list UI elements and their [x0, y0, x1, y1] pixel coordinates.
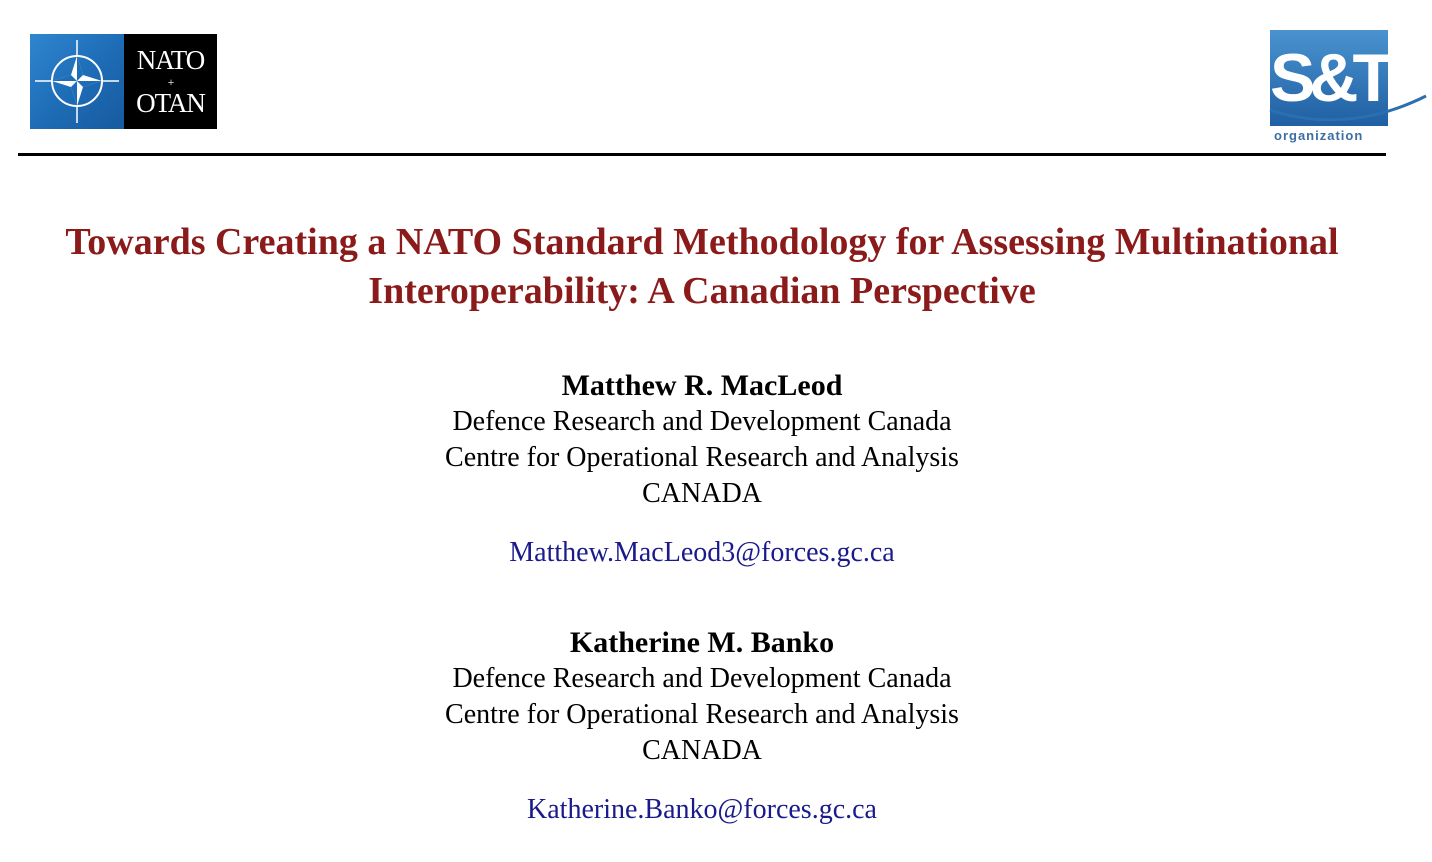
nato-compass-star-icon — [30, 34, 124, 129]
paper-title: Towards Creating a NATO Standard Methodology for Assessing Multinational Interoperability: A Canadian Perspective — [65, 221, 1339, 312]
header-divider — [18, 153, 1386, 156]
otan-label: OTAN — [136, 87, 205, 118]
author-block-1 — [0, 368, 1404, 571]
author-name: Katherine M. Banko — [569, 626, 835, 659]
nato-separator: + — [167, 74, 174, 89]
author-country: CANADA — [642, 478, 762, 509]
author-affiliation: Defence Research and Development Canada — [452, 663, 952, 694]
nato-otan-logo — [30, 34, 217, 129]
st-organization-logo — [1268, 30, 1430, 148]
header — [0, 0, 1432, 160]
st-logo-subtitle: organization — [1274, 128, 1364, 143]
swoosh-icon — [1268, 90, 1430, 130]
nato-otan-wordmark — [124, 34, 217, 129]
author-country: CANADA — [642, 735, 762, 766]
author-affiliation: Defence Research and Development Canada — [452, 406, 952, 437]
author-affiliation: Centre for Operational Research and Analysis — [445, 699, 959, 730]
author-email-link[interactable]: Matthew.MacLeod3@forces.gc.ca — [509, 537, 895, 568]
author-email-link[interactable]: Katherine.Banko@forces.gc.ca — [527, 794, 877, 825]
nato-label: NATO — [136, 44, 205, 75]
author-name: Matthew R. MacLeod — [561, 369, 843, 402]
author-block-2 — [0, 625, 1404, 828]
st-logo-mark: S&T — [1270, 30, 1388, 126]
author-affiliation: Centre for Operational Research and Analysis — [445, 442, 959, 473]
